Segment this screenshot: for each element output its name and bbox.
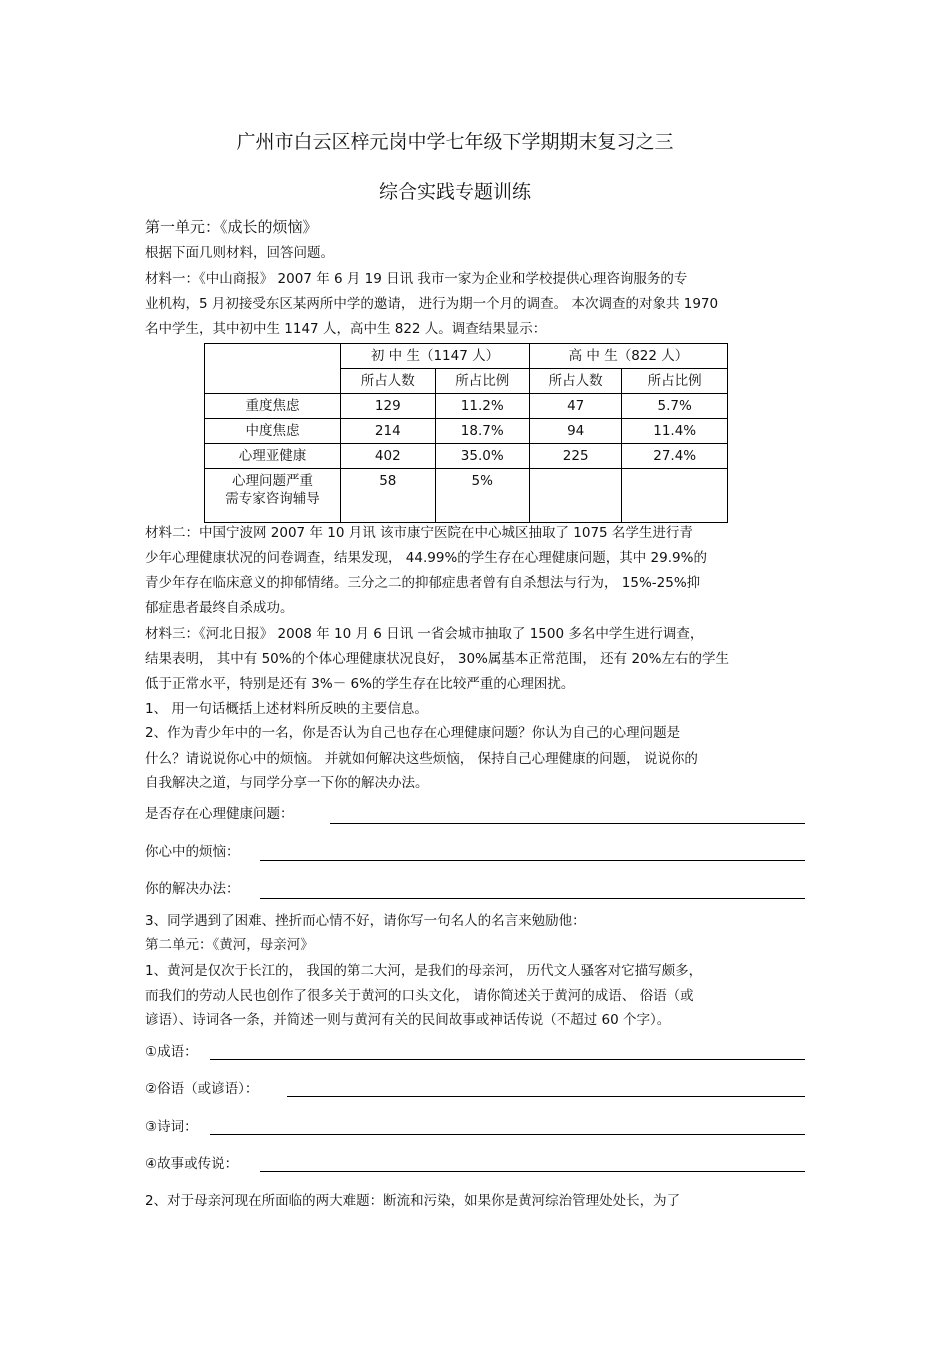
unit2-question-1-line: 而我们的劳动人民也创作了很多关于黄河的口头文化， 请你简述关于黄河的成语、 俗语（或 (145, 988, 694, 1004)
material2-line: 青少年存在临床意义的抑郁情绪。三分之二的抑郁症患者曾有自杀想法与行为， 15%-25%抑 (145, 575, 701, 591)
blank-label: ④故事或传说： (145, 1156, 239, 1172)
material1-line: 材料一：《中山商报》 2007 年 6 月 19 日讯 我市一家为企业和学校提供心理咨询服务的专 (145, 271, 688, 287)
unit2-question-1-line: 谚语）、诗词各一条，并简述一则与黄河有关的民间故事或神话传说（不超过 60 个字）。 (145, 1012, 671, 1028)
table-row-label: 心理亚健康 (205, 444, 341, 469)
unit1-instruction: 根据下面几则材料，回答问题。 (145, 245, 334, 261)
answer-line[interactable] (210, 1059, 805, 1060)
blank-label: 你的解决办法： (145, 881, 240, 897)
table-cell: 225 (529, 444, 621, 469)
table-row (205, 344, 728, 369)
material3-line: 材料三：《河北日报》 2008 年 10 月 6 日讯 一省会城市抽取了 1500 多名中学生进行调查， (145, 626, 704, 642)
table-sub-header: 所占人数 (529, 369, 621, 394)
table-cell: 5% (435, 469, 529, 523)
material2-line: 少年心理健康状况的问卷调查，结果发现， 44.99%的学生存在心理健康问题，其中 29.9%的 (145, 550, 707, 566)
table-row-label-line: 心理问题严重 (232, 473, 314, 489)
table-cell: 11.4% (622, 419, 728, 444)
table-cell: 35.0% (435, 444, 529, 469)
table-corner-cell (205, 344, 341, 394)
blank-label: ③诗词： (145, 1119, 198, 1135)
unit2-question-1-line: 1、黄河是仅次于长江的， 我国的第二大河，是我们的母亲河， 历代文人骚客对它描写颇多， (145, 963, 703, 979)
blank-label: ①成语： (145, 1044, 198, 1060)
table-row (205, 419, 728, 444)
unit1-heading: 第一单元：《成长的烦恼》 (145, 218, 318, 236)
question-2-line: 自我解决之道，与同学分享一下你的解决办法。 (145, 775, 429, 791)
answer-line[interactable] (260, 898, 805, 899)
table-sub-header: 所占人数 (341, 369, 435, 394)
table-row (205, 469, 728, 523)
document-title: 广州市白云区梓元岗中学七年级下学期期末复习之三 (236, 131, 674, 153)
table-cell (529, 469, 621, 523)
table-cell: 129 (341, 394, 435, 419)
question-1: 1、 用一句话概括上述材料所反映的主要信息。 (145, 701, 428, 717)
answer-line[interactable] (260, 1171, 805, 1172)
table-cell (622, 469, 728, 523)
material1-line: 名中学生，其中初中生 1147 人，高中生 822 人。调查结果显示： (145, 321, 547, 337)
table-group-header: 初 中 生（1147 人） (341, 344, 530, 369)
blank-label: 你心中的烦恼： (145, 844, 240, 860)
blank-label: ②俗语（或谚语）： (145, 1081, 259, 1097)
table-cell: 5.7% (622, 394, 728, 419)
answer-line[interactable] (210, 1134, 805, 1135)
answer-line[interactable] (260, 860, 805, 861)
question-3: 3、同学遇到了困难、挫折而心情不好，请你写一句名人的名言来勉励他： (145, 913, 586, 929)
table-cell: 58 (341, 469, 435, 523)
table-group-header: 高 中 生（822 人） (529, 344, 727, 369)
table-cell: 27.4% (622, 444, 728, 469)
material2-line: 郁症患者最终自杀成功。 (145, 600, 294, 616)
survey-table (204, 343, 728, 523)
answer-line[interactable] (330, 823, 805, 824)
blank-label: 是否存在心理健康问题： (145, 806, 294, 822)
table-cell: 18.7% (435, 419, 529, 444)
material3-line: 低于正常水平，特别是还有 3%－ 6%的学生存在比较严重的心理困扰。 (145, 676, 575, 692)
table-cell: 47 (529, 394, 621, 419)
material2-line: 材料二：中国宁波网 2007 年 10 月讯 该市康宁医院在中心城区抽取了 1075 名学生进行青 (145, 525, 693, 541)
table-row-label: 中度焦虑 (205, 419, 341, 444)
answer-line[interactable] (287, 1096, 805, 1097)
question-2-line: 2、作为青少年中的一名，你是否认为自己也存在心理健康问题？你认为自己的心理问题是 (145, 725, 681, 741)
table-cell: 402 (341, 444, 435, 469)
material1-line: 业机构，5 月初接受东区某两所中学的邀请， 进行为期一个月的调查。 本次调查的对象共 1970 (145, 296, 719, 312)
unit2-heading: 第二单元：《黄河，母亲河》 (145, 937, 314, 953)
table-sub-header: 所占比例 (435, 369, 529, 394)
question-2-line: 什么？请说说你心中的烦恼。 并就如何解决这些烦恼， 保持自己心理健康的问题， 说说你的 (145, 751, 698, 767)
table-row (205, 394, 728, 419)
unit2-question-2: 2、对于母亲河现在所面临的两大难题：断流和污染，如果你是黄河综治管理处处长，为了 (145, 1193, 681, 1209)
table-sub-header: 所占比例 (622, 369, 728, 394)
material3-line: 结果表明， 其中有 50%的个体心理健康状况良好， 30%属基本正常范围， 还有 20%左右的学生 (145, 651, 729, 667)
table-row-label (205, 469, 341, 523)
table-cell: 94 (529, 419, 621, 444)
table-row-label-line: 需专家咨询辅导 (225, 491, 320, 507)
table-cell: 214 (341, 419, 435, 444)
table-cell: 11.2% (435, 394, 529, 419)
table-row-label: 重度焦虑 (205, 394, 341, 419)
table-row (205, 444, 728, 469)
document-subtitle: 综合实践专题训练 (378, 181, 531, 203)
